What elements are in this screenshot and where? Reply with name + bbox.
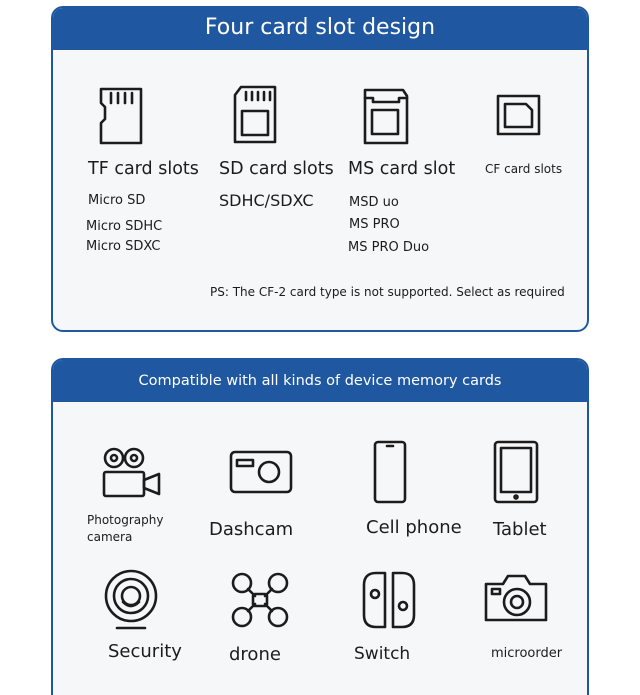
sd-card-line-1: SDHC/SDXC [219, 191, 314, 210]
slot-note: PS: The CF-2 card type is not supported. Select as required [210, 285, 565, 299]
tf-card-icon [98, 87, 148, 145]
device-label-security: Security [108, 641, 182, 662]
device-banner: Compatible with all kinds of device memory cards [51, 358, 589, 402]
cf-card-icon [496, 94, 542, 138]
ms-card-line-2: MS PRO [349, 217, 400, 232]
card-slot-banner: Four card slot design [51, 6, 589, 50]
dashcam-icon [229, 448, 293, 494]
ms-card-line-1: MSD uo [349, 195, 399, 210]
tablet-icon [493, 440, 541, 504]
ms-card-title: MS card slot [348, 159, 456, 179]
device-label-photography-camera: Photography camera [87, 513, 164, 544]
camera-icon [483, 572, 549, 624]
ms-card-line-3: MS PRO Duo [348, 240, 430, 255]
switch-console-icon [361, 570, 417, 630]
device-label-switch: Switch [354, 644, 411, 664]
sd-card-title: SD card slots [219, 159, 334, 179]
device-panel [51, 358, 589, 695]
tf-card-line-2: Micro SDHC [86, 219, 163, 234]
tf-card-line-3: Micro SDXC [86, 239, 161, 254]
drone-icon [231, 572, 289, 628]
device-label-drone: drone [229, 644, 281, 665]
video-camera-icon [101, 444, 163, 500]
card-slot-panel [51, 6, 589, 332]
device-label-tablet: Tablet [493, 519, 547, 540]
device-label-microorder: microorder [491, 646, 563, 661]
cell-phone-icon [373, 440, 407, 504]
device-label-cell-phone: Cell phone [366, 517, 462, 538]
security-camera-icon [103, 570, 161, 632]
device-label-dashcam: Dashcam [209, 519, 294, 540]
sd-card-icon [233, 85, 279, 145]
tf-card-title: TF card slots [88, 159, 199, 179]
cf-card-title: CF card slots [485, 162, 563, 176]
tf-card-line-1: Micro SD [88, 193, 146, 208]
ms-card-icon [363, 88, 409, 146]
